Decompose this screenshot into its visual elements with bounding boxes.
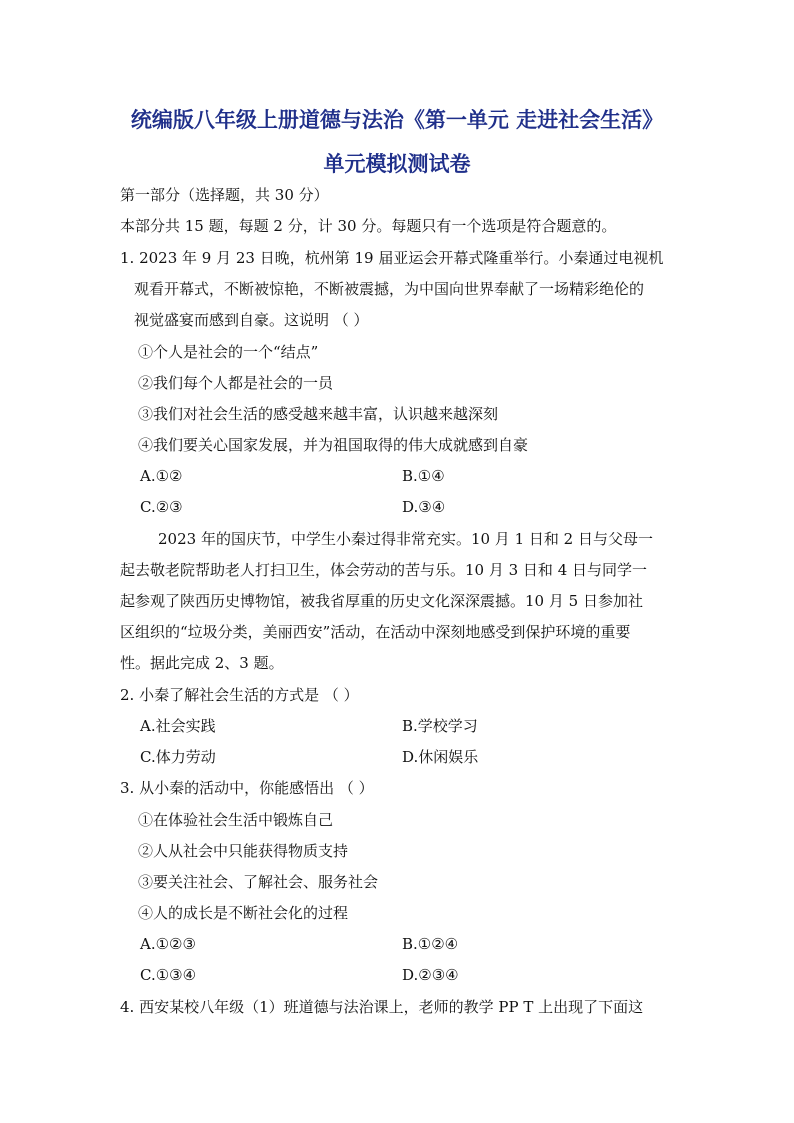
q3-option-a: A.①②③ <box>140 935 196 953</box>
q1-option-d: D.③④ <box>402 498 446 516</box>
q3-statement: ④人的成长是不断社会化的过程 <box>138 904 349 922</box>
q3-option-b: B.①②④ <box>402 935 459 953</box>
page-title: 统编版八年级上册道德与法治《第一单元 走进社会生活》 <box>130 108 664 132</box>
q1-stem-line: 观看开幕式，不断被惊艳，不断被震撼，为中国向世界奉献了一场精彩绝伦的 <box>134 280 645 298</box>
passage-line: 2023 年的国庆节，中学生小秦过得非常充实。10 月 1 日和 2 日与父母一 <box>158 530 653 548</box>
q1-option-c: C.②③ <box>140 498 183 516</box>
q2-option-c: C.体力劳动 <box>140 748 216 766</box>
section-heading: 第一部分（选择题，共 30 分） <box>120 186 329 204</box>
passage-line: 性。据此完成 2、3 题。 <box>120 654 284 672</box>
q1-stem-line: 1. 2023 年 9 月 23 日晚，杭州第 19 届亚运会开幕式隆重举行。小秦通过电视机 <box>120 249 664 267</box>
q1-statement: ①个人是社会的一个“结点” <box>138 343 319 361</box>
q1-option-b: B.①④ <box>402 467 445 485</box>
q1-statement: ④我们要关心国家发展，并为祖国取得的伟大成就感到自豪 <box>138 436 529 454</box>
q3-stem: 3. 从小秦的活动中，你能感悟出 （ ） <box>120 779 374 797</box>
section-instructions: 本部分共 15 题，每题 2 分，计 30 分。每题只有一个选项是符合题意的。 <box>120 217 617 235</box>
q2-option-b: B.学校学习 <box>402 717 478 735</box>
q1-stem-line: 视觉盛宴而感到自豪。这说明 （ ） <box>134 311 369 329</box>
passage-line: 起去敬老院帮助老人打扫卫生，体会劳动的苦与乐。10 月 3 日和 4 日与同学一 <box>120 561 648 579</box>
q1-statement: ②我们每个人都是社会的一员 <box>138 374 334 392</box>
q1-statement: ③我们对社会生活的感受越来越丰富，认识越来越深刻 <box>138 405 499 423</box>
q3-statement: ②人从社会中只能获得物质支持 <box>138 842 349 860</box>
q1-option-a: A.①② <box>140 467 183 485</box>
passage-line: 起参观了陕西历史博物馆，被我省厚重的历史文化深深震撼。10 月 5 日参加社 <box>120 592 643 610</box>
q3-statement: ③要关注社会、了解社会、服务社会 <box>138 873 379 891</box>
q2-option-d: D.休闲娱乐 <box>402 748 479 766</box>
q4-stem: 4. 西安某校八年级（1）班道德与法治课上，老师的教学 PP T 上出现了下面这 <box>120 998 644 1016</box>
q3-option-c: C.①③④ <box>140 966 197 984</box>
page-subtitle: 单元模拟测试卷 <box>323 152 471 176</box>
q2-option-a: A.社会实践 <box>140 717 216 735</box>
q3-statement: ①在体验社会生活中锻炼自己 <box>138 811 334 829</box>
q2-stem: 2. 小秦了解社会生活的方式是 （ ） <box>120 686 359 704</box>
passage-line: 区组织的“垃圾分类，美丽西安”活动，在活动中深刻地感受到保护环境的重要 <box>120 623 631 641</box>
q3-option-d: D.②③④ <box>402 966 459 984</box>
